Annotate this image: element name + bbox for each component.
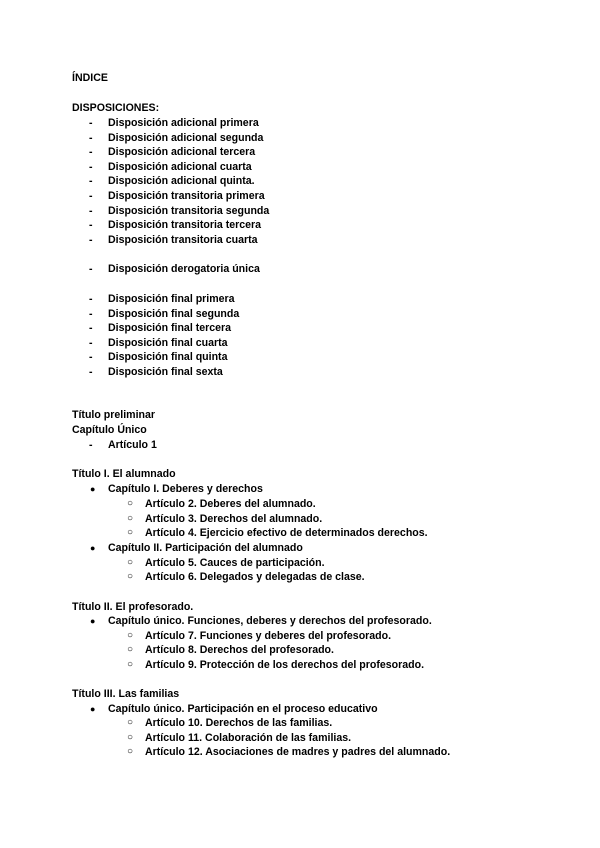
list-item-label: Disposición adicional cuarta <box>108 160 252 173</box>
list-item-label: Disposición final quinta <box>108 351 228 363</box>
list-item-label: Disposición transitoria tercera <box>108 219 262 231</box>
circle-marker: ○ <box>127 512 134 524</box>
article-label: Artículo 11. Colaboración de las familias. <box>145 731 352 744</box>
dash-marker: - <box>89 131 93 144</box>
dash-marker: - <box>89 336 93 349</box>
list-item-label: Disposición adicional tercera <box>108 146 256 158</box>
dash-marker: - <box>89 263 93 275</box>
circle-marker: ○ <box>127 746 134 757</box>
list-item-label: Disposición adicional segunda <box>108 131 264 144</box>
list-item-label: Disposición final tercera <box>108 322 232 334</box>
article-label: Artículo 12. Asociaciones de madres y padres del alumnado. <box>145 746 451 758</box>
dash-marker: - <box>89 307 93 320</box>
list-item-label: Disposición transitoria primera <box>108 190 265 202</box>
article-label: Artículo 9. Protección de los derechos del profesorado. <box>145 658 425 671</box>
circle-marker: ○ <box>127 731 134 743</box>
list-item-label: Disposición derogatoria única <box>108 263 260 275</box>
article-label: Artículo 4. Ejercicio efectivo de determinados derechos. <box>145 527 428 539</box>
bullet-marker: ● <box>90 543 96 553</box>
list-item-label: Artículo 1 <box>108 439 157 451</box>
chapter-label: Capítulo II. Participación del alumnado <box>108 542 303 554</box>
chapter-label: Capítulo I. Deberes y derechos <box>108 483 263 495</box>
dash-marker: - <box>89 234 93 246</box>
circle-marker: ○ <box>127 658 134 670</box>
list-item-label: Disposición transitoria cuarta <box>108 234 258 246</box>
dash-marker: - <box>89 146 93 158</box>
chapter-label: Capítulo único. Funciones, deberes y derechos del profesorado. <box>108 615 432 627</box>
bullet-marker: ● <box>90 703 96 714</box>
section-title: Título III. Las familias <box>72 688 180 700</box>
list-item-label: Disposición final segunda <box>108 307 240 320</box>
article-label: Artículo 5. Cauces de participación. <box>145 556 325 569</box>
circle-marker: ○ <box>127 644 134 655</box>
article-label: Artículo 3. Derechos del alumnado. <box>145 512 323 525</box>
article-label: Artículo 10. Derechos de las familias. <box>145 717 333 729</box>
circle-marker: ○ <box>127 629 134 641</box>
section-title: Título I. El alumnado <box>72 468 176 480</box>
dash-marker: - <box>89 204 93 217</box>
dash-marker: - <box>89 322 93 334</box>
dash-marker: - <box>89 219 93 231</box>
dash-marker: - <box>89 117 93 129</box>
circle-marker: ○ <box>127 498 134 509</box>
list-item-label: Disposición final cuarta <box>108 336 228 349</box>
article-label: Artículo 7. Funciones y deberes del profesorado. <box>145 629 392 642</box>
list-item-label: Disposición adicional primera <box>108 117 259 129</box>
dash-marker: - <box>89 293 93 305</box>
circle-marker: ○ <box>127 571 134 582</box>
dash-marker: - <box>89 190 93 202</box>
circle-marker: ○ <box>127 527 134 538</box>
bullet-marker: ● <box>90 616 96 626</box>
dash-marker: - <box>89 160 93 173</box>
list-item-label: Disposición adicional quinta. <box>108 175 255 187</box>
section-title: Título II. El profesorado. <box>72 600 194 613</box>
dash-marker: - <box>89 439 93 451</box>
chapter-label: Capítulo único. Participación en el proceso educativo <box>108 702 378 715</box>
dash-marker: - <box>89 351 93 363</box>
dash-marker: - <box>89 366 93 378</box>
list-item-label: Disposición final primera <box>108 293 235 305</box>
list-item-label: Disposición final sexta <box>108 366 223 378</box>
chapter-title: Capítulo Único <box>72 424 147 436</box>
circle-marker: ○ <box>127 717 134 728</box>
article-label: Artículo 6. Delegados y delegadas de clase. <box>145 571 365 583</box>
dispositions-heading: DISPOSICIONES: <box>72 102 160 114</box>
article-label: Artículo 8. Derechos del profesorado. <box>145 644 334 656</box>
section-title: Título preliminar <box>72 409 155 421</box>
dash-marker: - <box>89 175 93 187</box>
bullet-marker: ● <box>90 484 96 494</box>
index-title: ÍNDICE <box>72 72 108 84</box>
list-item-label: Disposición transitoria segunda <box>108 204 270 217</box>
circle-marker: ○ <box>127 556 134 568</box>
article-label: Artículo 2. Deberes del alumnado. <box>145 498 316 510</box>
